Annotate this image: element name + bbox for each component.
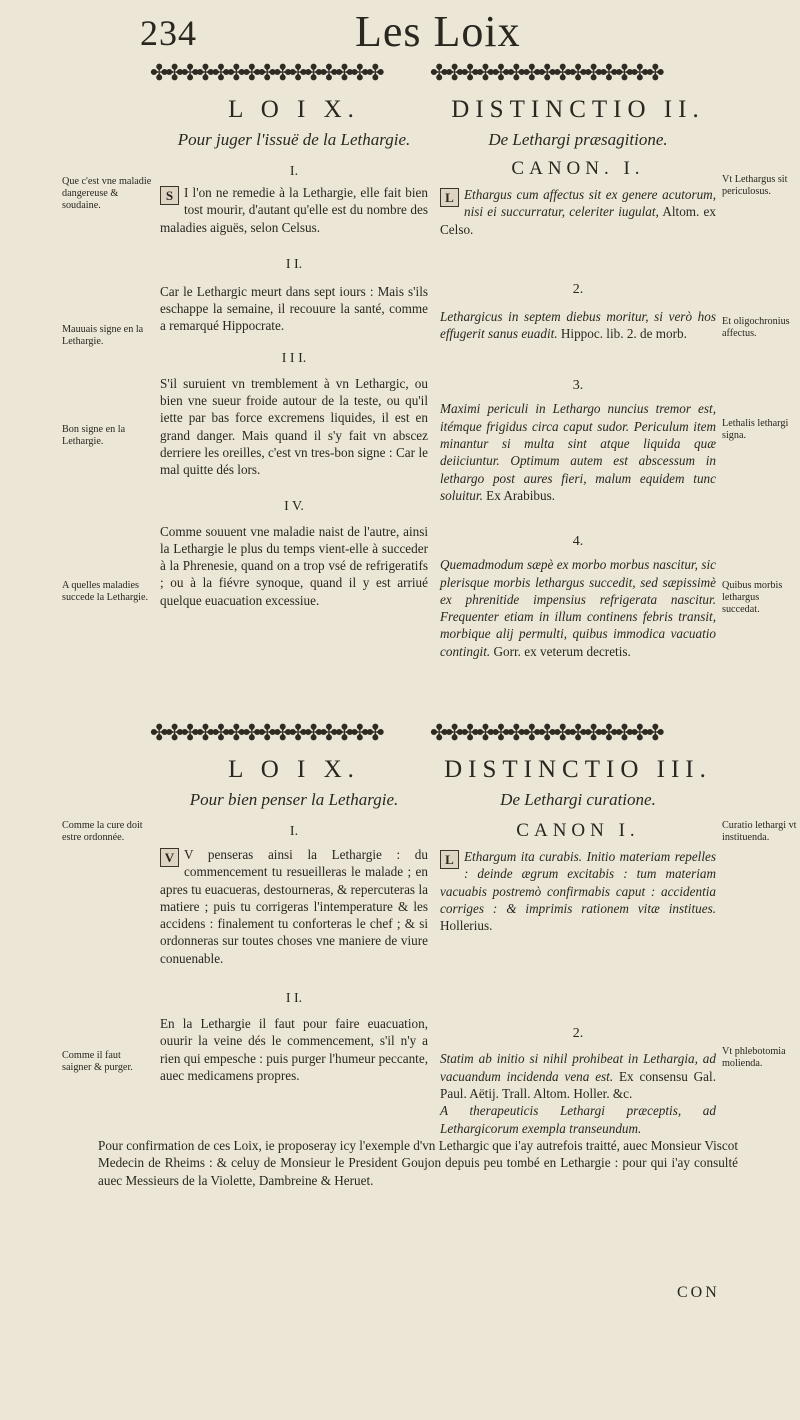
canon-paragraph xyxy=(440,556,716,660)
right-section-2 xyxy=(440,756,716,1137)
closing-paragraph: Pour confirmation de ces Loix, ie proposeray icy l'exemple d'vn Lethargic que i'ay autrefois traitté, auec Monsieur Viscot Medecin de Rheims : & celuy de Monsieur le President Goujon depuis peu tombé en Lethargie : pour qui i'ay consulté auec Messieurs de la Violette, Dambreine & Heruet. xyxy=(98,1138,738,1188)
section-subtitle: De Lethargi præsagitione. xyxy=(488,130,668,149)
section-subtitle: Pour juger l'issuë de la Lethargie. xyxy=(177,130,411,149)
margin-note-left: A quelles maladies succede la Lethargie. xyxy=(62,580,149,604)
margin-note-right: Lethalis lethargi signa. xyxy=(722,418,789,442)
law-paragraph xyxy=(160,846,428,967)
ornament-band-mid-right: ✤✤✤✤✤✤✤✤✤✤✤✤✤✤✤ xyxy=(430,720,662,745)
paragraph-source: Ex Arabibus. xyxy=(482,487,556,503)
paragraph-latin-text: Ethargum ita curabis. Initio materiam repelles : deinde ægrum excitabis : tum materiam vacuabis postremò confirmabis caput : accidentia corriges : & imprimis rationem vitæ institues. xyxy=(440,849,716,916)
paragraph-source: Altom. ex Celso. xyxy=(440,204,716,237)
margin-note-right: Et oligochronius affectus. xyxy=(722,316,790,340)
item-number: 4. xyxy=(572,534,584,550)
paragraph-source: Gorr. ex veterum decretis. xyxy=(490,643,631,659)
margin-note-right: Vt phlebotomia molienda. xyxy=(722,1046,786,1070)
paragraph-text: V penseras ainsi la Lethargie : du commencement tu resueilleras le malade ; en apres tu euacueras, destourneras, & repercuteras la matiere ; puis tu corrigeras l'intemperature & les accidens : finalement tu conforteras le chef ; & si ordonneras sur toutes choses vne maniere de viure conuenable. xyxy=(160,847,428,966)
paragraph-latin-text: Statim ab initio si nihil prohibeat in Lethargia, ad vacuandum incidenda vena est. xyxy=(440,1051,716,1084)
drop-cap-letter: S xyxy=(160,186,179,205)
ornament-band-mid-left: ✤✤✤✤✤✤✤✤✤✤✤✤✤✤✤ xyxy=(150,720,382,745)
paragraph-latin-text: Quemadmodum sæpè ex morbo morbus nascitur, sic plerisque morbis lethargus succedit, sed sæpissimè ex phrenitide impensius refrigerata nascitur. Frequenter etiam in illum continens febris transit, morbique alij permulti, quibus immodica vacuatio contingit. xyxy=(440,557,716,659)
paragraph-latin-text: Lethargicus in septem diebus moritur, si verò hos effugerit sanus euadit. xyxy=(440,308,716,342)
transition-sentence: A therapeuticis Lethargi præceptis, ad Lethargicorum exempla transeundum. xyxy=(440,1103,716,1136)
margin-note-left: Mauuais signe en la Lethargie. xyxy=(62,324,144,348)
item-number: 3. xyxy=(572,378,584,394)
paragraph-latin-text: Maximi periculi in Lethargo nuncius tremor est, itémque frigidus circa caput sudor. Periculum item minantur si multa sint atque liquida quæ deiiciuntur. Optimum autem est abscessum in lethargo post aures fieri, malum equidem tunc soluitur. xyxy=(440,401,716,503)
item-number: I I. xyxy=(285,991,303,1007)
page-number: 234 xyxy=(140,13,197,53)
left-section-1 xyxy=(160,96,428,609)
section-title: DISTINCTIO II. xyxy=(451,96,705,123)
margin-note-left: Comme il faut saigner & purger. xyxy=(62,1050,133,1074)
section-title: L O I X. xyxy=(228,96,360,123)
canon-paragraph xyxy=(440,1050,716,1102)
law-paragraph xyxy=(160,184,428,236)
section-subtitle: De Lethargi curatione. xyxy=(500,790,656,809)
margin-note-right: Vt Lethargus sit periculosus. xyxy=(722,174,788,198)
section-title: DISTINCTIO III. xyxy=(444,756,712,783)
canon-heading: CANON. I. xyxy=(511,158,645,179)
drop-cap-letter: L xyxy=(440,850,459,869)
running-title: Les Loix xyxy=(355,7,521,56)
left-section-2 xyxy=(160,756,428,1084)
law-paragraph: Comme souuent vne maladie naist de l'autre, ainsi la Lethargie le plus du temps vient-elle à succeder à la Phrenesie, quand on a trop vsé de refrigeratifs ; ou à la fiévre synoque, quand il y est arriué quelque euacuation excessiue. xyxy=(160,523,428,608)
section-subtitle: Pour bien penser la Lethargie. xyxy=(189,790,399,809)
canon-heading: CANON I. xyxy=(516,820,640,841)
canon-paragraph xyxy=(440,400,716,504)
ornament-band-top-right: ✤✤✤✤✤✤✤✤✤✤✤✤✤✤✤ xyxy=(430,60,662,85)
law-paragraph: En la Lethargie il faut pour faire euacuation, ouurir la veine dés le commencement, s'il n'y a rien qui empesche : puis purger l'humeur peccante, auec medicamens propres. xyxy=(160,1016,428,1083)
ornament-band-top-left: ✤✤✤✤✤✤✤✤✤✤✤✤✤✤✤ xyxy=(150,60,382,85)
law-paragraph: S'il suruient vn tremblement à vn Lethargic, ou bien vne sueur froide autour de la teste, ou qu'il iette par bas force excremens liquides, il est en grand danger. Mais quand il s'y fait vn abscez derriere les oreilles, c'est vn tres-bon signe : Car le mal quitte dés lors. xyxy=(160,375,428,478)
item-number: I. xyxy=(289,164,299,179)
item-number: I V. xyxy=(284,498,304,514)
margin-note-left: Bon signe en la Lethargie. xyxy=(62,424,126,448)
item-number: 2. xyxy=(572,1026,584,1042)
margin-note-left: Comme la cure doit estre ordonnée. xyxy=(62,820,143,844)
item-number: I I I. xyxy=(281,350,307,366)
paragraph-source: Ex consensu Gal. Paul. Aëtij. Trall. Altom. Holler. &c. xyxy=(440,1068,716,1102)
paragraph-source: Hollerius. xyxy=(440,918,493,934)
canon-paragraph xyxy=(440,848,716,934)
paragraph-source: Hippoc. lib. 2. de morb. xyxy=(557,326,687,342)
margin-note-right: Curatio lethargi vt instituenda. xyxy=(722,820,797,844)
right-section-1 xyxy=(440,96,716,660)
section-title: L O I X. xyxy=(228,756,360,783)
paragraph-latin-text: Ethargus cum affectus sit ex genere acutorum, nisi ei succurratur, celeriter iugulat, xyxy=(464,187,716,220)
item-number: I. xyxy=(289,824,299,839)
law-paragraph: Car le Lethargic meurt dans sept iours : Mais s'ils eschappe la semaine, il recouure la santé, comme a remarqué Hippocrate. xyxy=(160,283,428,334)
item-number: 2. xyxy=(572,281,584,297)
drop-cap-letter: V xyxy=(160,848,179,867)
margin-note-left: Que c'est vne maladie dangereuse & soudaine. xyxy=(62,176,152,212)
catchword: CON xyxy=(677,1284,720,1301)
item-number: I I. xyxy=(285,256,303,272)
drop-cap-letter: L xyxy=(440,188,459,207)
canon-paragraph xyxy=(440,186,716,238)
paragraph-text: I l'on ne remedie à la Lethargie, elle fait bien tost mourir, d'autant qu'elle est du nombre des maladies aiguës, selon Celsus. xyxy=(160,185,428,235)
margin-note-right: Quibus morbis lethargus succedat. xyxy=(722,580,783,616)
canon-paragraph xyxy=(440,308,716,343)
